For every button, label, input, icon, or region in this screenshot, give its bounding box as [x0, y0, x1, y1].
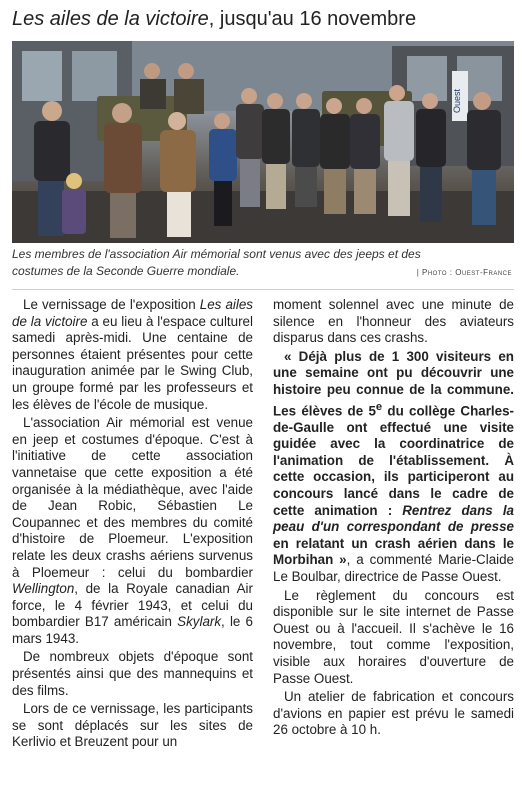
article-column-left: [12, 297, 253, 751]
plane-name: Wellington: [12, 581, 75, 597]
paragraph-vernissage: [12, 297, 253, 413]
group-photo: [12, 41, 514, 243]
quote-text: e: [375, 400, 383, 413]
photo-caption: Les membres de l'association Air mémorial sont venus avec des jeeps et des costumes de la Seconde Guerre mondiale.: [12, 247, 421, 278]
text-run: a eu lieu à l'espace culturel samedi après-midi. Une centaine de personnes étaient présentes pour cette inauguration animée par le Swing Club, un groupe formé par les professeurs et les élèves de l'école de musique.: [12, 313, 253, 412]
sign-text: Ouest: [452, 88, 462, 113]
text-run: , le 6 mars 1943.: [12, 614, 253, 646]
quote-text: « Déjà plus de 1 300 visiteurs en une semaine ont pu découvrir une histoire peu connue de la commune. Les élèves de 5: [273, 348, 514, 419]
paragraph-minute-silence: moment solennel avec une minute de silence en l'honneur des aviateurs disparus dans ces crashs.: [273, 297, 514, 346]
plane-name: Skylark: [177, 614, 222, 630]
paragraph-objects: De nombreux objets d'époque sont présentés ainsi que des mannequins et des films.: [12, 649, 253, 698]
text-run: L'association Air mémorial est venue en jeep et costumes d'époque. C'est à l'initiative de cette association vannetaise que cette exposition a été organisée à la médiathèque, avec l'aide de Jean Robic, Sébastien Le Coupannec et des membres du comité d'histoire de Ploemeur. L'exposition relate les deux crashs aériens survenus à Ploemeur : celui du bombardier: [12, 415, 253, 580]
photo-illustration: [12, 41, 514, 243]
headline-title: Les ailes de la victoire: [12, 8, 209, 30]
quote-text: en relatant un crash aérien dans le Morbihan »: [273, 535, 514, 568]
article-column-right: [273, 297, 514, 739]
headline-date: , jusqu'au 16 novembre: [208, 8, 417, 30]
paragraph-participants: Lors de ce vernissage, les participants se sont déplacés sur les sites de Kerlivio et Breuzent pour un: [12, 701, 253, 750]
text-run: Le vernissage de l'exposition: [23, 297, 200, 312]
quote-text: du collège Charles-de-Gaulle ont effectué une visite guidée avec la coordinatrice de l'animation de l'établissement. À cette occasion, ils participeront au concours lancé dans le cadre de cette animation :: [273, 403, 515, 518]
paragraph-reglement: Le règlement du concours est disponible sur le site internet de Passe Ouest ou à l'accueil. Il s'achève le 16 novembre, tout comme l'exposition, visible aux horaires d'ouverture de Passe Ouest.: [273, 587, 514, 686]
paragraph-atelier: Un atelier de fabrication et concours d'avions en papier est prévu le samedi 26 octobre à 10 h.: [273, 689, 514, 738]
text-run: , de la Royale canadian Air force, le 4 février 1943, et celui du bombardier B17 américain: [12, 581, 253, 630]
paragraph-quote: [273, 349, 514, 586]
text-run: , a commenté Marie-Claide Le Boulbar, directrice de Passe Ouest.: [273, 552, 515, 584]
headline: [12, 6, 514, 32]
paragraph-association: [12, 415, 253, 647]
exhibition-title: Les ailes de la victoire: [12, 297, 253, 329]
contest-title: Rentrez dans la peau d'un correspondant de presse: [273, 502, 514, 535]
divider: [12, 289, 514, 290]
photo-credit: | Photo : Ouest-France: [416, 268, 512, 277]
